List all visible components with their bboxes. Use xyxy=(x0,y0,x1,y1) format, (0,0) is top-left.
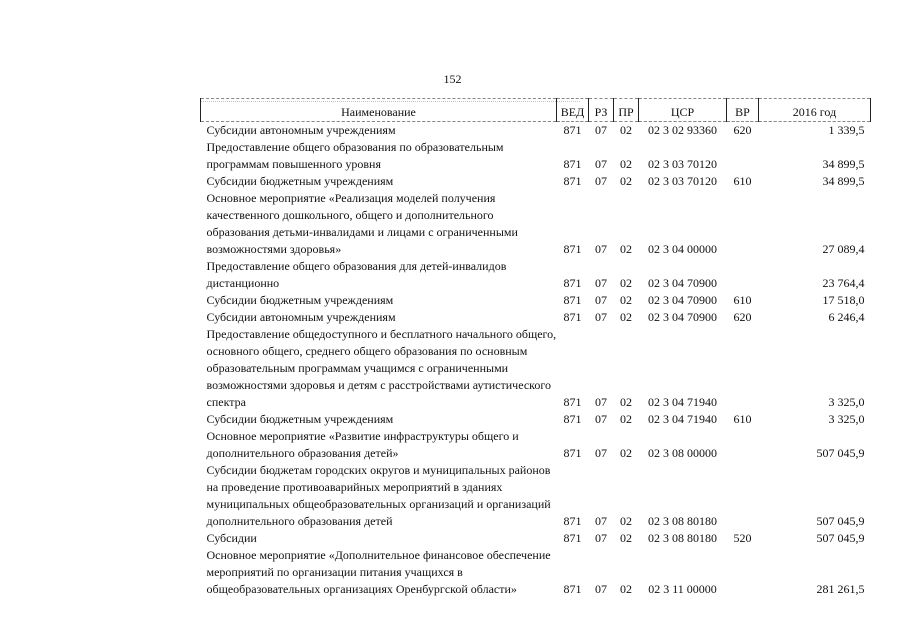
cell-pr: 02 xyxy=(620,446,632,460)
cell-name: Основное мероприятие «Реализация моделей получения качественного дошкольного, общего и дополнительного образования детьми-инвалидами и лицами с ограниченными возможностями здоровья» xyxy=(206,191,518,256)
table-row xyxy=(201,309,871,326)
cell-ved: 871 xyxy=(563,446,582,460)
cell-pr: 02 xyxy=(620,242,632,256)
page-number: 152 xyxy=(443,72,462,86)
cell-rz: 07 xyxy=(595,531,607,545)
cell-vr xyxy=(727,462,759,530)
cell-csr: 02 3 04 70900 xyxy=(648,293,717,307)
header-pr: ПР xyxy=(614,99,639,122)
cell-pr: 02 xyxy=(620,514,632,528)
cell-ved: 871 xyxy=(563,123,582,137)
cell-vr: 620 xyxy=(733,123,752,137)
cell-vr: 520 xyxy=(733,531,752,545)
cell-amount: 27 089,4 xyxy=(822,242,865,256)
cell-vr xyxy=(727,258,759,292)
cell-rz: 07 xyxy=(595,293,607,307)
cell-csr: 02 3 08 80180 xyxy=(648,514,717,528)
cell-rz: 07 xyxy=(595,174,607,188)
header-rz: РЗ xyxy=(589,99,614,122)
table-row xyxy=(201,411,871,428)
cell-ved: 871 xyxy=(563,174,582,188)
cell-rz: 07 xyxy=(595,582,607,596)
table-row xyxy=(201,122,871,140)
cell-ved: 871 xyxy=(563,276,582,290)
cell-pr: 02 xyxy=(620,310,632,324)
cell-csr: 02 3 08 00000 xyxy=(648,446,717,460)
cell-csr: 02 3 04 70900 xyxy=(648,310,717,324)
table-header xyxy=(201,99,871,122)
cell-csr: 02 3 03 70120 xyxy=(648,157,717,171)
cell-pr: 02 xyxy=(620,531,632,545)
header-csr: ЦСР xyxy=(639,99,727,122)
header-ved: ВЕД xyxy=(557,99,589,122)
cell-ved: 871 xyxy=(563,412,582,426)
table-row xyxy=(201,547,871,598)
cell-rz: 07 xyxy=(595,514,607,528)
cell-pr: 02 xyxy=(620,582,632,596)
cell-name: Предоставление общедоступного и бесплатного начального общего, основного общего, среднего общего образования по основным образовательным программам учащимся с ограниченными возможностями здоровья и детям с расстройствами аутистического спектра xyxy=(206,327,557,409)
cell-pr: 02 xyxy=(620,395,632,409)
cell-name: Субсидии бюджетам городских округов и муниципальных районов на проведение противоаварийных мероприятий в зданиях муниципальных общеобразовательных организаций и организаций дополнительного образования детей xyxy=(206,463,551,528)
cell-amount: 507 045,9 xyxy=(816,514,865,528)
table-row xyxy=(201,530,871,547)
cell-pr: 02 xyxy=(620,157,632,171)
cell-pr: 02 xyxy=(620,412,632,426)
cell-csr: 02 3 04 71940 xyxy=(648,395,717,409)
budget-table xyxy=(200,98,871,598)
table-row xyxy=(201,462,871,530)
cell-rz: 07 xyxy=(595,412,607,426)
table-row xyxy=(201,173,871,190)
cell-name: Субсидии автономным учреждениям xyxy=(206,310,396,324)
table-row xyxy=(201,139,871,173)
cell-ved: 871 xyxy=(563,531,582,545)
cell-ved: 871 xyxy=(563,293,582,307)
cell-pr: 02 xyxy=(620,123,632,137)
cell-vr xyxy=(727,139,759,173)
cell-ved: 871 xyxy=(563,310,582,324)
cell-csr: 02 3 04 00000 xyxy=(648,242,717,256)
header-year: 2016 год xyxy=(759,99,871,122)
cell-ved: 871 xyxy=(563,157,582,171)
cell-amount: 34 899,5 xyxy=(822,157,865,171)
table-row xyxy=(201,428,871,462)
cell-name: Субсидии xyxy=(206,531,257,545)
table-row xyxy=(201,190,871,258)
cell-rz: 07 xyxy=(595,276,607,290)
cell-ved: 871 xyxy=(563,242,582,256)
cell-rz: 07 xyxy=(595,123,607,137)
cell-name: Субсидии автономным учреждениям xyxy=(206,123,396,137)
cell-pr: 02 xyxy=(620,293,632,307)
cell-name: Предоставление общего образования для детей-инвалидов дистанционно xyxy=(206,259,507,290)
cell-csr: 02 3 11 00000 xyxy=(648,582,717,596)
cell-csr: 02 3 08 80180 xyxy=(648,531,717,545)
header-name: Наименование xyxy=(201,99,557,122)
cell-csr: 02 3 04 70900 xyxy=(648,276,717,290)
cell-vr xyxy=(727,326,759,411)
cell-csr: 02 3 03 70120 xyxy=(648,174,717,188)
cell-rz: 07 xyxy=(595,395,607,409)
cell-pr: 02 xyxy=(620,174,632,188)
cell-vr: 620 xyxy=(733,310,752,324)
cell-name: Основное мероприятие «Дополнительное финансовое обеспечение мероприятий по организации питания учащихся в общеобразовательных организациях Оренбургской области» xyxy=(206,548,551,596)
cell-amount: 23 764,4 xyxy=(822,276,865,290)
table-row xyxy=(201,258,871,292)
cell-vr xyxy=(727,428,759,462)
cell-amount: 507 045,9 xyxy=(816,531,865,545)
cell-amount: 6 246,4 xyxy=(828,310,865,324)
cell-vr: 610 xyxy=(733,412,752,426)
cell-amount: 34 899,5 xyxy=(822,174,865,188)
cell-rz: 07 xyxy=(595,446,607,460)
cell-name: Субсидии бюджетным учреждениям xyxy=(206,412,394,426)
table-row xyxy=(201,326,871,411)
cell-amount: 3 325,0 xyxy=(828,412,865,426)
cell-name: Предоставление общего образования по образовательным программам повышенного уровня xyxy=(206,140,504,171)
cell-vr xyxy=(727,190,759,258)
cell-ved: 871 xyxy=(563,514,582,528)
table-body xyxy=(201,122,871,599)
cell-vr: 610 xyxy=(733,174,752,188)
cell-name: Субсидии бюджетным учреждениям xyxy=(206,293,394,307)
cell-csr: 02 3 02 93360 xyxy=(648,123,717,137)
cell-name: Основное мероприятие «Развитие инфраструктуры общего и дополнительного образования детей» xyxy=(206,429,519,460)
cell-ved: 871 xyxy=(563,395,582,409)
cell-amount: 507 045,9 xyxy=(816,446,865,460)
cell-ved: 871 xyxy=(563,582,582,596)
cell-rz: 07 xyxy=(595,157,607,171)
table-row xyxy=(201,292,871,309)
cell-csr: 02 3 04 71940 xyxy=(648,412,717,426)
cell-amount: 3 325,0 xyxy=(828,395,865,409)
cell-amount: 281 261,5 xyxy=(816,582,865,596)
cell-rz: 07 xyxy=(595,310,607,324)
cell-pr: 02 xyxy=(620,276,632,290)
header-vr: ВР xyxy=(727,99,759,122)
cell-name: Субсидии бюджетным учреждениям xyxy=(206,174,394,188)
cell-vr: 610 xyxy=(733,293,752,307)
cell-amount: 17 518,0 xyxy=(822,293,865,307)
cell-rz: 07 xyxy=(595,242,607,256)
cell-vr xyxy=(727,547,759,598)
cell-amount: 1 339,5 xyxy=(828,123,865,137)
